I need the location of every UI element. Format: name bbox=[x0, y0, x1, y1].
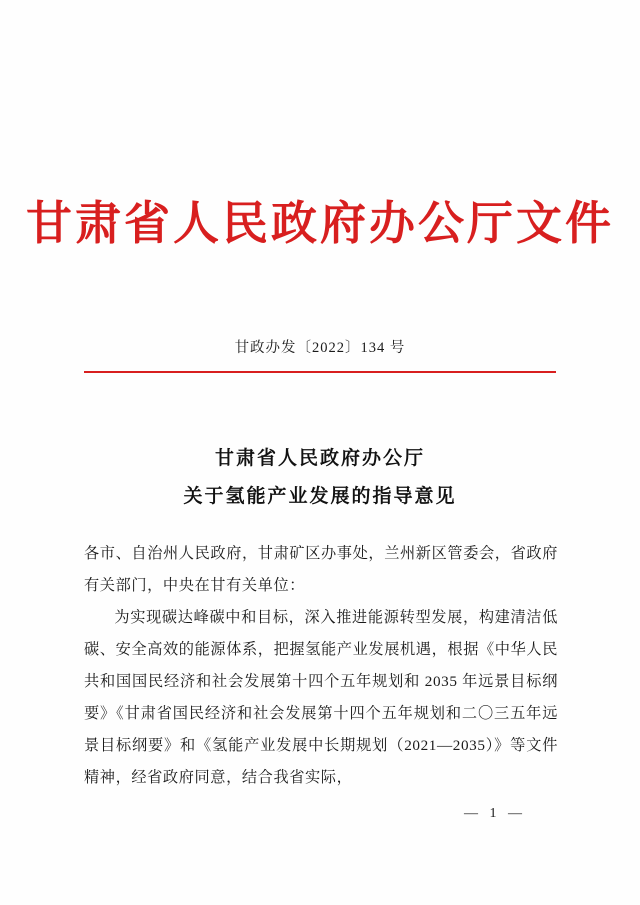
page-number: — 1 — bbox=[464, 806, 526, 821]
heading-line-2: 关于氢能产业发展的指导意见 bbox=[183, 486, 457, 507]
paragraph-intro: 为实现碳达峰碳中和目标，深入推进能源转型发展，构建清洁低碳、安全高效的能源体系，把握氢能产业发展机遇，根据《中华人民共和国国民经济和社会发展第十四个五年规划和 2035 年远景目标纲要》《甘肃省国民经济和社会发展第十四个五年规划和二〇三五年远景目标纲要》和《氢能产业发展中长期规划（2021—2035）》等文件精神，经省政府同意，结合我省实际， bbox=[84, 609, 558, 786]
page-title: 甘肃省人民政府办公厅文件 bbox=[26, 198, 614, 249]
heading-line-1: 甘肃省人民政府办公厅 bbox=[214, 448, 425, 469]
document-heading bbox=[0, 440, 640, 516]
document-body bbox=[84, 538, 558, 794]
document-number: 甘政办发〔2022〕134 号 bbox=[234, 340, 406, 356]
paragraph-salutation: 各市、自治州人民政府，甘肃矿区办事处，兰州新区管委会，省政府有关部门，中央在甘有关单位： bbox=[84, 545, 558, 594]
red-divider bbox=[84, 371, 556, 373]
